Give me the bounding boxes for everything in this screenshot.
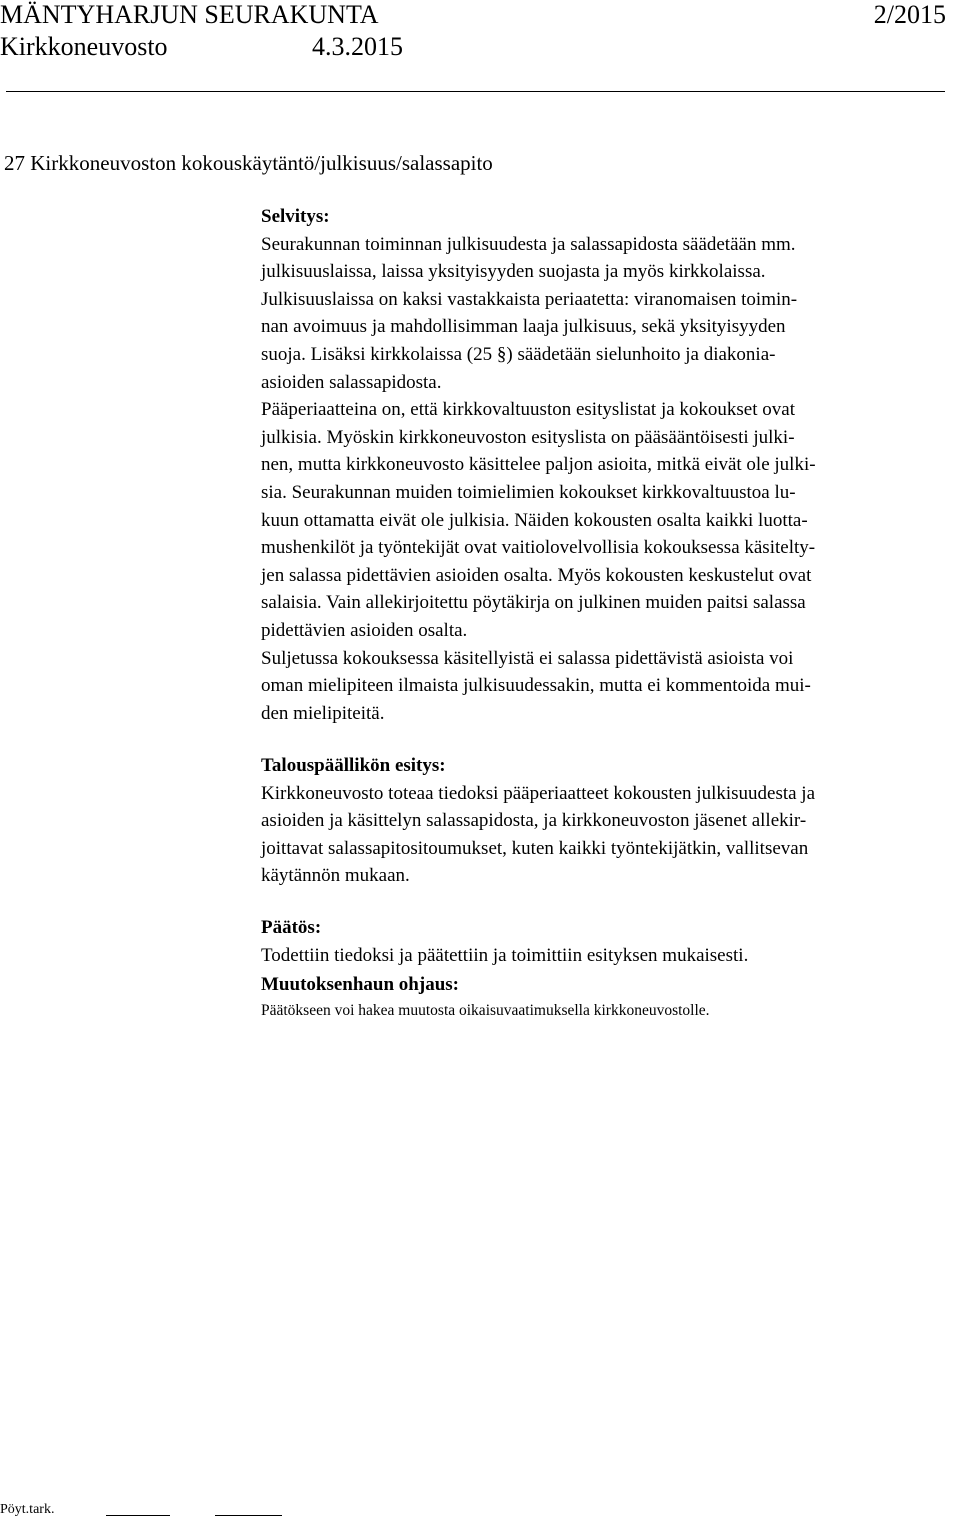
section-heading: Selvitys: (261, 206, 330, 227)
paragraph-line: asioiden ja käsittelyn salassapidosta, ja kirkkoneuvoston jäsenet allekir- (261, 810, 807, 832)
paragraph-line: mushenkilöt ja työntekijät ovat vaitiolovelvollisia kokouksessa käsitelty- (261, 537, 816, 559)
section-paatos (261, 914, 960, 969)
paragraph-line: joittavat salassapitositoumukset, kuten kaikki työntekijätkin, vallitsevan (261, 837, 809, 859)
paragraph-line: den mielipiteitä. (261, 702, 385, 724)
issue-number: 2/2015 (873, 0, 946, 29)
paragraph-line: Suljetussa kokouksessa käsitellyistä ei salassa pidettävistä asioista voi (261, 647, 794, 669)
section-selvitys (261, 203, 960, 727)
organization-name: MÄNTYHARJUN SEURAKUNTA (0, 0, 379, 29)
paragraph-line: suoja. Lisäksi kirkkolaissa (25 §) säädetään sielunhoito ja diakonia- (261, 343, 776, 365)
paragraph-line: kuun ottamatta eivät ole julkisia. Näiden kokousten osalta kaikki luotta- (261, 509, 808, 531)
paragraph-line: Todettiin tiedoksi ja päätettiin ja toimittiin esityksen mukaisesti. (261, 944, 749, 966)
paragraph-line: salaisia. Vain allekirjoitettu pöytäkirja on julkinen muiden paitsi salassa (261, 592, 806, 614)
section-heading: Talouspäällikön esitys: (261, 755, 446, 776)
paragraph-line: käytännön mukaan. (261, 865, 410, 887)
paragraph-line: julkisuuslaissa, laissa yksityisyyden suojasta ja myös kirkkolaissa. (261, 261, 766, 283)
paragraph-line: asioiden salassapidosta. (261, 371, 442, 393)
paragraph-line: Päätökseen voi hakea muutosta oikaisuvaatimuksella kirkkoneuvostolle. (261, 1001, 710, 1019)
item-title: 27 Kirkkoneuvoston kokouskäytäntö/julkisuus/salassapito (4, 151, 493, 175)
board-name: Kirkkoneuvosto (0, 32, 168, 61)
paragraph-line: Seurakunnan toiminnan julkisuudesta ja salassapidosta säädetään mm. (261, 233, 796, 255)
section-heading: Muutoksenhaun ohjaus: (261, 974, 459, 995)
paragraph-line: nen, mutta kirkkoneuvosto käsittelee paljon asioita, mitkä eivät ole julki- (261, 454, 816, 476)
meeting-date: 4.3.2015 (312, 32, 403, 61)
signature-line (215, 1515, 282, 1516)
paragraph-line: jen salassa pidettävien asioiden osalta. Myös kokousten keskustelut ovat (261, 564, 812, 586)
paragraph-line: julkisia. Myöskin kirkkoneuvoston esityslista on pääsääntöisesti julki- (261, 426, 795, 448)
paragraph-line: Kirkkoneuvosto toteaa tiedoksi pääperiaatteet kokousten julkisuudesta ja (261, 782, 816, 804)
paragraph-line: oman mielipiteen ilmaista julkisuudessakin, mutta ei kommentoida mui- (261, 675, 811, 697)
section-muutoksenhaku (261, 971, 960, 1023)
paragraph-line: Julkisuuslaissa on kaksi vastakkaista periaatetta: viranomaisen toimin- (261, 288, 798, 310)
paragraph-line: sia. Seurakunnan muiden toimielimien kokoukset kirkkovaltuustoa lu- (261, 481, 796, 503)
minutes-checker-label: Pöyt.tark. (0, 1502, 55, 1517)
paragraph-line: nan avoimuus ja mahdollisimman laaja julkisuus, sekä yksityisyyden (261, 316, 786, 338)
section-esitys (261, 752, 960, 890)
paragraph-line: Pääperiaatteina on, että kirkkovaltuuston esityslistat ja kokoukset ovat (261, 399, 795, 421)
paragraph-line: pidettävien asioiden osalta. (261, 619, 468, 641)
signature-line (106, 1515, 170, 1516)
section-heading: Päätös: (261, 917, 322, 938)
header-divider (6, 91, 945, 92)
